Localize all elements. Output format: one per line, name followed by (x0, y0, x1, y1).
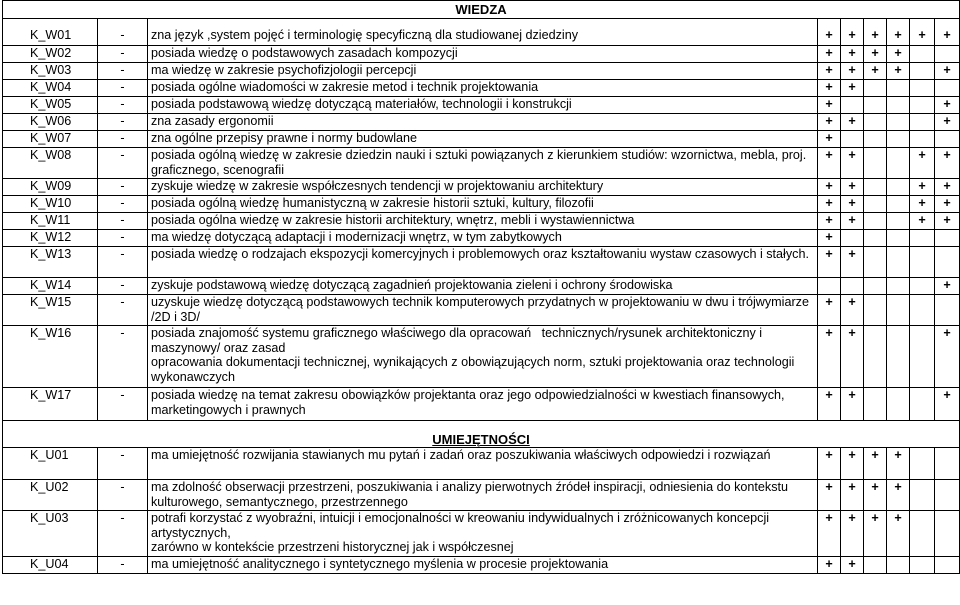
mark-cell (910, 131, 935, 148)
dash-bullet: - (98, 278, 148, 295)
mark-cell: + (818, 247, 841, 278)
outcome-description (148, 131, 818, 148)
mark-cell: + (818, 179, 841, 196)
mark-cell: + (818, 230, 841, 247)
mark-cell (910, 480, 935, 511)
description-text: uzyskuje wiedzę dotyczącą podstawowych technik komputerowych przydatnych w projektowaniu w dwu i trójwymiarze /2D i 3D/ (151, 295, 813, 324)
mark-cell: + (864, 46, 887, 63)
outcome-code: K_U02 (3, 480, 98, 511)
mark-cell: + (818, 97, 841, 114)
outcome-code: K_W04 (3, 80, 98, 97)
table-row (3, 326, 960, 388)
dash-bullet: - (98, 196, 148, 213)
outcome-code: K_W12 (3, 230, 98, 247)
mark-cell: + (841, 247, 864, 278)
mark-cell: + (864, 511, 887, 557)
table-row (3, 278, 960, 295)
table-row (3, 557, 960, 574)
mark-cell: + (935, 326, 960, 388)
dash-bullet: - (98, 388, 148, 421)
outcome-description (148, 213, 818, 230)
mark-cell: + (841, 148, 864, 179)
mark-cell (910, 557, 935, 574)
description-text: zna zasady ergonomii (151, 114, 274, 128)
mark-cell (864, 179, 887, 196)
description-text: posiada podstawową wiedzę dotyczącą materiałów, technologii i konstrukcji (151, 97, 572, 111)
mark-cell: + (841, 63, 864, 80)
mark-cell: + (935, 278, 960, 295)
description-text: posiada ogólną wiedzę humanistyczną w zakresie historii sztuki, kultury, filozofii (151, 196, 594, 210)
mark-cell: + (841, 557, 864, 574)
mark-cell: + (841, 196, 864, 213)
outcomes-table (2, 0, 960, 574)
description-text-continued: zarówno w kontekście przestrzeni historycznej jak i współczesnej (151, 540, 514, 554)
mark-cell: + (818, 19, 841, 46)
description-text: ma wiedzę w zakresie psychofizjologii percepcji (151, 63, 417, 77)
description-text: ma umiejętność rozwijania stawianych mu pytań i zadań oraz poszukiwania właściwych odpowiedzi i rozwiązań (151, 448, 771, 462)
wiedza-header: WIEDZA (3, 1, 960, 19)
mark-cell (841, 131, 864, 148)
mark-cell (910, 46, 935, 63)
mark-cell (935, 295, 960, 326)
description-text: zyskuje wiedzę w zakresie współczesnych tendencji w projektowaniu architektury (151, 179, 604, 193)
mark-cell (818, 278, 841, 295)
outcome-description (148, 80, 818, 97)
table-row (3, 230, 960, 247)
dash-bullet: - (98, 247, 148, 278)
mark-cell (864, 196, 887, 213)
dash-bullet: - (98, 480, 148, 511)
dash-bullet: - (98, 114, 148, 131)
mark-cell (841, 97, 864, 114)
outcome-description (148, 448, 818, 480)
dash-bullet: - (98, 63, 148, 80)
mark-cell (841, 230, 864, 247)
mark-cell: + (864, 63, 887, 80)
mark-cell: + (818, 295, 841, 326)
mark-cell (864, 295, 887, 326)
outcome-code: K_U01 (3, 448, 98, 480)
mark-cell (910, 448, 935, 480)
mark-cell: + (841, 326, 864, 388)
mark-cell: + (841, 179, 864, 196)
mark-cell (887, 179, 910, 196)
description-text: posiada ogólne wiadomości w zakresie metod i technik projektowania (151, 80, 539, 94)
mark-cell (887, 295, 910, 326)
description-text: ma umiejętność analitycznego i syntetycznego myślenia w procesie projektowania (151, 557, 609, 571)
mark-cell (887, 80, 910, 97)
table-row (3, 63, 960, 80)
dash-bullet: - (98, 179, 148, 196)
outcome-code: K_W10 (3, 196, 98, 213)
outcome-description (148, 295, 818, 326)
outcome-code: K_W09 (3, 179, 98, 196)
outcome-description (148, 480, 818, 511)
mark-cell: + (841, 114, 864, 131)
outcome-code: K_W05 (3, 97, 98, 114)
mark-cell: + (841, 46, 864, 63)
dash-bullet: - (98, 148, 148, 179)
table-row (3, 480, 960, 511)
mark-cell (864, 97, 887, 114)
outcome-code: K_W14 (3, 278, 98, 295)
mark-cell: + (864, 448, 887, 480)
table-row (3, 114, 960, 131)
mark-cell (910, 388, 935, 421)
mark-cell (935, 557, 960, 574)
mark-cell (864, 213, 887, 230)
dash-bullet: - (98, 295, 148, 326)
outcome-code: K_W07 (3, 131, 98, 148)
outcome-description (148, 179, 818, 196)
dash-bullet: - (98, 97, 148, 114)
table-row (3, 131, 960, 148)
mark-cell: + (935, 196, 960, 213)
mark-cell: + (887, 480, 910, 511)
mark-cell: + (935, 63, 960, 80)
mark-cell: + (841, 448, 864, 480)
mark-cell (935, 131, 960, 148)
mark-cell (864, 131, 887, 148)
dash-bullet: - (98, 448, 148, 480)
mark-cell: + (818, 448, 841, 480)
dash-bullet: - (98, 80, 148, 97)
mark-cell (935, 80, 960, 97)
outcome-description (148, 19, 818, 46)
mark-cell (887, 388, 910, 421)
mark-cell (841, 278, 864, 295)
outcome-description (148, 114, 818, 131)
table-row (3, 511, 960, 557)
outcome-description (148, 46, 818, 63)
mark-cell (887, 148, 910, 179)
mark-cell (864, 557, 887, 574)
description-text: zyskuje podstawową wiedzę dotyczącą zagadnień projektowania zieleni i ochrony środowiska (151, 278, 673, 292)
dash-bullet: - (98, 46, 148, 63)
mark-cell (864, 388, 887, 421)
mark-cell (864, 114, 887, 131)
mark-cell: + (910, 213, 935, 230)
mark-cell: + (818, 114, 841, 131)
mark-cell (887, 326, 910, 388)
mark-cell: + (935, 213, 960, 230)
outcome-code: K_W15 (3, 295, 98, 326)
table-row (3, 247, 960, 278)
umiejetnosci-section (3, 421, 960, 574)
mark-cell: + (841, 80, 864, 97)
mark-cell (935, 230, 960, 247)
table-row (3, 80, 960, 97)
mark-cell (887, 196, 910, 213)
description-text: posiada ogólna wiedzę w zakresie historii architektury, wnętrz, mebli i wystawiennictwa (151, 213, 635, 227)
outcome-code: K_W13 (3, 247, 98, 278)
mark-cell: + (818, 46, 841, 63)
dash-bullet: - (98, 511, 148, 557)
mark-cell: + (841, 213, 864, 230)
mark-cell: + (910, 148, 935, 179)
table-row (3, 213, 960, 230)
table-row (3, 388, 960, 421)
mark-cell: + (818, 511, 841, 557)
table-row (3, 19, 960, 46)
table-row (3, 97, 960, 114)
outcome-code: K_W02 (3, 46, 98, 63)
mark-cell: + (818, 557, 841, 574)
mark-cell (887, 131, 910, 148)
mark-cell: + (910, 179, 935, 196)
mark-cell (910, 511, 935, 557)
outcome-code: K_W01 (3, 19, 98, 46)
mark-cell (864, 247, 887, 278)
mark-cell: + (841, 295, 864, 326)
mark-cell: + (887, 19, 910, 46)
mark-cell (910, 247, 935, 278)
outcome-code: K_W17 (3, 388, 98, 421)
mark-cell: + (818, 63, 841, 80)
dash-bullet: - (98, 557, 148, 574)
mark-cell: + (887, 511, 910, 557)
wiedza-section (3, 1, 960, 421)
mark-cell (864, 80, 887, 97)
outcome-description (148, 97, 818, 114)
mark-cell: + (818, 148, 841, 179)
mark-cell: + (841, 19, 864, 46)
description-text: ma wiedzę dotyczącą adaptacji i modernizacji wnętrz, w tym zabytkowych (151, 230, 562, 244)
outcome-code: K_W16 (3, 326, 98, 388)
dash-bullet: - (98, 230, 148, 247)
dash-bullet: - (98, 19, 148, 46)
mark-cell (935, 46, 960, 63)
mark-cell (935, 511, 960, 557)
mark-cell: + (935, 97, 960, 114)
mark-cell (864, 326, 887, 388)
mark-cell (887, 247, 910, 278)
mark-cell (864, 148, 887, 179)
description-text: posiada ogólną wiedzę w zakresie dziedzin nauki i sztuki powiązanych z kierunkiem studiów: wzornictwa, mebla, proj. graficznego, scenografii (151, 148, 810, 177)
mark-cell: + (935, 19, 960, 46)
outcome-description (148, 148, 818, 179)
mark-cell (910, 326, 935, 388)
mark-cell (910, 278, 935, 295)
mark-cell: + (910, 196, 935, 213)
description-text: posiada wiedzę o podstawowych zasadach kompozycji (151, 46, 458, 60)
outcome-description (148, 230, 818, 247)
mark-cell: + (935, 388, 960, 421)
description-text: posiada wiedzę o rodzajach ekspozycji komercyjnych i problemowych oraz kształtowaniu wystaw czasowych i stałych. (151, 247, 809, 261)
dash-bullet: - (98, 131, 148, 148)
mark-cell: + (818, 326, 841, 388)
mark-cell: + (887, 63, 910, 80)
description-text: zna język ,system pojęć i terminologię specyficzną dla studiowanej dziedziny (151, 28, 578, 42)
mark-cell (935, 448, 960, 480)
description-text: potrafi korzystać z wyobraźni, intuicji i emocjonalności w kreowaniu indywidualnych i zróżnicowanych koncepcji artystycznych, (151, 511, 773, 540)
mark-cell: + (818, 213, 841, 230)
mark-cell: + (818, 80, 841, 97)
mark-cell (887, 97, 910, 114)
table-row (3, 196, 960, 213)
outcome-description (148, 63, 818, 80)
description-text: posiada znajomość systemu graficznego właściwego dla opracowań technicznych/rysunek architektoniczny i maszynowy/ oraz zasad (151, 326, 766, 355)
description-text: ma zdolność obserwacji przestrzeni, poszukiwania i analizy pierwotnych źródeł inspiracji, odniesienia do kontekstu kulturowego, semantycznego, przestrzennego (151, 480, 792, 509)
outcome-description (148, 247, 818, 278)
outcome-code: K_U04 (3, 557, 98, 574)
mark-cell: + (935, 179, 960, 196)
mark-cell: + (841, 480, 864, 511)
mark-cell: + (887, 448, 910, 480)
outcome-code: K_U03 (3, 511, 98, 557)
outcome-description (148, 278, 818, 295)
mark-cell (887, 213, 910, 230)
mark-cell (910, 97, 935, 114)
mark-cell (887, 114, 910, 131)
table-row (3, 179, 960, 196)
outcome-description (148, 557, 818, 574)
outcome-description (148, 196, 818, 213)
mark-cell: + (910, 19, 935, 46)
mark-cell (935, 480, 960, 511)
mark-cell: + (818, 196, 841, 213)
mark-cell (887, 278, 910, 295)
dash-bullet: - (98, 213, 148, 230)
mark-cell: + (818, 388, 841, 421)
outcome-description (148, 511, 818, 557)
mark-cell: + (887, 46, 910, 63)
mark-cell (910, 80, 935, 97)
mark-cell (910, 63, 935, 80)
table-row (3, 148, 960, 179)
outcome-code: K_W03 (3, 63, 98, 80)
outcome-code: K_W08 (3, 148, 98, 179)
mark-cell: + (841, 388, 864, 421)
description-text: posiada wiedzę na temat zakresu obowiązków projektanta oraz jego odpowiedzialności w kwestiach finansowych, marketingowych i prawnych (151, 388, 789, 417)
mark-cell: + (864, 480, 887, 511)
table-row (3, 295, 960, 326)
umiejetnosci-header: UMIEJĘTNOŚCI (3, 421, 960, 448)
mark-cell: + (935, 114, 960, 131)
mark-cell: + (818, 131, 841, 148)
mark-cell (887, 230, 910, 247)
dash-bullet: - (98, 326, 148, 388)
mark-cell: + (841, 511, 864, 557)
mark-cell (887, 557, 910, 574)
mark-cell (910, 114, 935, 131)
mark-cell (864, 278, 887, 295)
table-row (3, 46, 960, 63)
mark-cell (935, 247, 960, 278)
outcome-description (148, 326, 818, 388)
mark-cell: + (818, 480, 841, 511)
mark-cell (910, 295, 935, 326)
mark-cell (864, 230, 887, 247)
outcome-description (148, 388, 818, 421)
mark-cell (910, 230, 935, 247)
mark-cell: + (935, 148, 960, 179)
description-text-continued: opracowania dokumentacji technicznej, wynikających z obowiązujących norm, sztuki projektowania oraz technologii wykonawczych (151, 355, 795, 384)
mark-cell: + (864, 19, 887, 46)
outcome-code: K_W06 (3, 114, 98, 131)
description-text: zna ogólne przepisy prawne i normy budowlane (151, 131, 418, 145)
table-row (3, 448, 960, 480)
outcome-code: K_W11 (3, 213, 98, 230)
